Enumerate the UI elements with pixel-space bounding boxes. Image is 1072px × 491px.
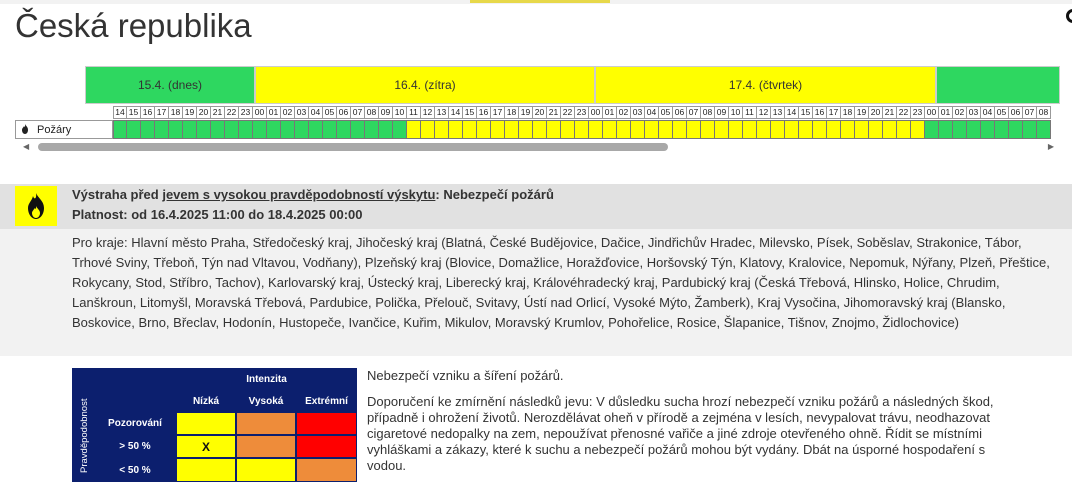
fire-level-cell[interactable]: [547, 120, 561, 139]
hour-cell: 15: [799, 106, 813, 119]
hazard-description: Nebezpečí vzniku a šíření požárů.: [367, 368, 564, 383]
fire-level-cell[interactable]: [477, 120, 491, 139]
hour-cell: 13: [771, 106, 785, 119]
fire-level-cell[interactable]: [911, 120, 925, 139]
matrix-cell: [296, 435, 357, 458]
day-header[interactable]: 16.4. (zítra): [255, 66, 595, 104]
hour-cell: 22: [561, 106, 575, 119]
fire-level-cell[interactable]: [113, 120, 127, 139]
fire-level-cell[interactable]: [1023, 120, 1037, 139]
hour-cell: 12: [757, 106, 771, 119]
hour-cell: 23: [575, 106, 589, 119]
fire-level-cell[interactable]: [799, 120, 813, 139]
hour-cell: 22: [225, 106, 239, 119]
fire-level-cell[interactable]: [421, 120, 435, 139]
hour-cell: 07: [1023, 106, 1037, 119]
day-header-row: [85, 66, 1060, 104]
hour-cell: 21: [211, 106, 225, 119]
fire-level-cell[interactable]: [939, 120, 953, 139]
fire-level-cell[interactable]: [197, 120, 211, 139]
fire-level-cell[interactable]: [127, 120, 141, 139]
circle-icon[interactable]: [1066, 9, 1072, 23]
hour-cell: 05: [995, 106, 1009, 119]
fire-warning-row: [113, 120, 1060, 139]
hour-cell: 06: [1009, 106, 1023, 119]
matrix-col-header: Vysoká: [248, 395, 284, 407]
matrix-col-header: Nízká: [192, 395, 220, 407]
hour-header-row: [113, 106, 1060, 119]
fire-level-cell[interactable]: [841, 120, 855, 139]
hour-cell: 18: [169, 106, 183, 119]
fire-level-cell[interactable]: [267, 120, 281, 139]
fire-level-cell[interactable]: [981, 120, 995, 139]
matrix-cell: [176, 412, 236, 435]
hour-cell: 18: [505, 106, 519, 119]
fire-level-cell[interactable]: [589, 120, 603, 139]
day-header[interactable]: 15.4. (dnes): [85, 66, 255, 104]
fire-level-cell[interactable]: [225, 120, 239, 139]
hour-cell: 21: [883, 106, 897, 119]
fire-level-cell[interactable]: [729, 120, 743, 139]
hour-cell: 07: [687, 106, 701, 119]
hour-cell: 03: [967, 106, 981, 119]
fire-level-cell[interactable]: [925, 120, 939, 139]
hour-cell: 00: [589, 106, 603, 119]
fire-level-cell[interactable]: [813, 120, 827, 139]
fire-level-cell[interactable]: [883, 120, 897, 139]
hour-cell: 11: [743, 106, 757, 119]
hour-cell: 03: [631, 106, 645, 119]
hour-cell: 14: [113, 106, 127, 119]
hour-cell: 04: [981, 106, 995, 119]
fire-level-cell[interactable]: [869, 120, 883, 139]
hour-cell: 10: [393, 106, 407, 119]
day-header[interactable]: 17.4. (čtvrtek): [595, 66, 936, 104]
warning-title-prefix: Výstraha před: [72, 187, 163, 202]
hour-cell: 09: [379, 106, 393, 119]
hour-cell: 19: [855, 106, 869, 119]
fire-level-cell[interactable]: [169, 120, 183, 139]
warning-title: [72, 187, 554, 202]
fire-level-cell[interactable]: [995, 120, 1009, 139]
matrix-row-header: < 50 %: [119, 464, 151, 476]
hour-cell: 02: [617, 106, 631, 119]
fire-level-cell[interactable]: [407, 120, 421, 139]
fire-level-cell[interactable]: [575, 120, 589, 139]
fire-level-cell[interactable]: [953, 120, 967, 139]
fire-level-cell[interactable]: [183, 120, 197, 139]
hour-cell: 00: [925, 106, 939, 119]
matrix-row-header: > 50 %: [119, 441, 151, 452]
matrix-intensity-label: Intenzita: [246, 373, 287, 385]
hour-cell: 08: [701, 106, 715, 119]
hour-cell: 19: [183, 106, 197, 119]
warning-icon-box: [15, 186, 57, 226]
fire-level-cell[interactable]: [1037, 120, 1051, 139]
regions-text: Pro kraje: Hlavní město Praha, Středočeský kraj, Jihočeský kraj (Blatná, České Budějovice, Dačice, Jindřichův Hradec, Milevsko, Písek, Soběslav, Strakonice, Tábor, Trhové Sviny, Třeboň, Týn nad Vltavou, Vodňany), Plzeňský kraj (Blovice, Domažlice, Horažďovice, Horšovský Týn, Klatovy, Kralovice, Nepomuk, Nýřany, Plzeň, Přeštice, Rokycany, Stod, Stříbro, Tachov), Karlovarský kraj, Ústecký kraj, Liberecký kraj, Královéhradecký kraj, Pardubický kraj (Česká Třebová, Hlinsko, Holice, Chrudim, Lanškroun, Litomyšl, Moravská Třebová, Pardubice, Polička, Přelouč, Svitavy, Ústí nad Orlicí, Vysoké Mýto, Žamberk), Kraj Vysočina, Jihomoravský kraj (Blansko, Boskovice, Brno, Břeclav, Hodonín, Hustopeče, Ivančice, Kuřim, Mikulov, Moravský Krumlov, Pohořelice, Rosice, Šlapanice, Tišnov, Znojmo, Židlochovice): [72, 235, 1050, 330]
fire-level-cell[interactable]: [435, 120, 449, 139]
hour-cell: 11: [407, 106, 421, 119]
row-label-fires: [15, 120, 113, 139]
fire-icon: [26, 193, 46, 219]
day-header[interactable]: [936, 66, 1060, 104]
fire-icon: [21, 124, 29, 136]
fire-level-cell[interactable]: [253, 120, 267, 139]
fire-level-cell[interactable]: [295, 120, 309, 139]
scrollbar-thumb[interactable]: [38, 143, 668, 151]
matrix-cell: [176, 458, 236, 482]
hour-cell: 18: [841, 106, 855, 119]
fire-level-cell[interactable]: [337, 120, 351, 139]
hour-cell: 04: [309, 106, 323, 119]
scroll-right-arrow-icon[interactable]: ▶: [1047, 142, 1054, 151]
fire-level-cell[interactable]: [659, 120, 673, 139]
top-decoration: [470, 0, 610, 3]
fire-level-cell[interactable]: [491, 120, 505, 139]
matrix-cell: [236, 435, 296, 458]
hour-cell: 20: [533, 106, 547, 119]
hour-cell: 20: [869, 106, 883, 119]
warning-phenomenon-link[interactable]: jevem s vysokou pravděpodobností výskytu: [162, 187, 436, 202]
fire-level-cell[interactable]: [449, 120, 463, 139]
hour-cell: 16: [477, 106, 491, 119]
fire-level-cell[interactable]: [519, 120, 533, 139]
fire-level-cell[interactable]: [855, 120, 869, 139]
hour-cell: 10: [729, 106, 743, 119]
fire-level-cell[interactable]: [379, 120, 393, 139]
hour-cell: 16: [813, 106, 827, 119]
matrix-col-header: Extrémní: [305, 395, 348, 407]
matrix-cell: [296, 458, 357, 482]
fire-level-cell[interactable]: [631, 120, 645, 139]
fire-level-cell[interactable]: [463, 120, 477, 139]
hour-cell: 02: [281, 106, 295, 119]
fire-level-cell[interactable]: [645, 120, 659, 139]
hour-cell: 13: [435, 106, 449, 119]
fire-level-cell[interactable]: [617, 120, 631, 139]
fire-level-cell[interactable]: [771, 120, 785, 139]
fire-level-cell[interactable]: [715, 120, 729, 139]
hour-cell: 02: [953, 106, 967, 119]
hour-cell: 06: [337, 106, 351, 119]
hour-cell: 04: [645, 106, 659, 119]
hour-cell: 01: [603, 106, 617, 119]
hour-cell: 01: [267, 106, 281, 119]
hour-cell: 22: [897, 106, 911, 119]
matrix-cell: [236, 412, 296, 435]
fire-level-cell[interactable]: [743, 120, 757, 139]
fire-level-cell[interactable]: [239, 120, 253, 139]
hour-cell: 15: [127, 106, 141, 119]
fire-level-cell[interactable]: [281, 120, 295, 139]
fire-level-cell[interactable]: [827, 120, 841, 139]
fire-level-cell[interactable]: [211, 120, 225, 139]
fire-level-cell[interactable]: [141, 120, 155, 139]
hour-cell: 00: [253, 106, 267, 119]
fire-level-cell[interactable]: [687, 120, 701, 139]
hour-cell: 19: [519, 106, 533, 119]
hour-cell: 20: [197, 106, 211, 119]
hour-cell: 08: [1037, 106, 1051, 119]
fire-level-cell[interactable]: [785, 120, 799, 139]
matrix-cell: [296, 412, 357, 435]
hour-cell: 05: [659, 106, 673, 119]
hour-cell: 01: [939, 106, 953, 119]
page-title: Česká republika: [15, 7, 252, 44]
hour-cell: 14: [785, 106, 799, 119]
hour-cell: 17: [491, 106, 505, 119]
fire-level-cell[interactable]: [505, 120, 519, 139]
fire-level-cell[interactable]: [673, 120, 687, 139]
hour-cell: 09: [715, 106, 729, 119]
hour-cell: 15: [463, 106, 477, 119]
fire-level-cell[interactable]: [701, 120, 715, 139]
hour-cell: 16: [141, 106, 155, 119]
matrix-probability-label: Pravděpodobnost: [79, 398, 90, 474]
fire-level-cell[interactable]: [155, 120, 169, 139]
fire-level-cell[interactable]: [393, 120, 407, 139]
hour-cell: 08: [365, 106, 379, 119]
hour-cell: 03: [295, 106, 309, 119]
hour-cell: 12: [421, 106, 435, 119]
hour-cell: 23: [239, 106, 253, 119]
hour-cell: 07: [351, 106, 365, 119]
hour-cell: 05: [323, 106, 337, 119]
hour-cell: 06: [673, 106, 687, 119]
fire-level-cell[interactable]: [533, 120, 547, 139]
fire-level-cell[interactable]: [967, 120, 981, 139]
fire-level-cell[interactable]: [1009, 120, 1023, 139]
matrix-cell: [236, 458, 296, 482]
fire-level-cell[interactable]: [323, 120, 337, 139]
hour-cell: 14: [449, 106, 463, 119]
hour-cell: 21: [547, 106, 561, 119]
recommendation-text: Doporučení ke zmírnění následků jevu: V důsledku sucha hrozí nebezpečí vzniku požárů a následných škod, případně i ohrožení životů. Nerozdělávat oheň v přírodě a zejména v lesích, nevypalovat trávu, neodhazovat cigaretové nedopalky na zem, nepoužívat přenosné vařiče a jiné zdroje otevřeného ohně. Řídit se místními vyhláškami a zákazy, které k suchu a nebezpečí požárů mohou být vydány. Dbát na úsporné hospodaření s vodou.: [367, 394, 994, 473]
warning-validity: Platnost: od 16.4.2025 11:00 do 18.4.2025 00:00: [72, 207, 363, 222]
fire-level-cell[interactable]: [365, 120, 379, 139]
hour-cell: 17: [827, 106, 841, 119]
fire-level-cell[interactable]: [309, 120, 323, 139]
fire-level-cell[interactable]: [351, 120, 365, 139]
hour-cell: 17: [155, 106, 169, 119]
horizontal-scrollbar[interactable]: [15, 141, 1060, 153]
fire-level-cell[interactable]: [561, 120, 575, 139]
matrix-cell: X: [176, 435, 236, 458]
row-label-text: Požáry: [37, 123, 72, 136]
matrix-row-header: Pozorování: [108, 418, 162, 429]
scroll-left-arrow-icon[interactable]: ◀: [23, 142, 30, 151]
warning-title-suffix: : Nebezpečí požárů: [435, 187, 554, 202]
fire-level-cell[interactable]: [603, 120, 617, 139]
fire-level-cell[interactable]: [897, 120, 911, 139]
fire-level-cell[interactable]: [757, 120, 771, 139]
hour-cell: 23: [911, 106, 925, 119]
